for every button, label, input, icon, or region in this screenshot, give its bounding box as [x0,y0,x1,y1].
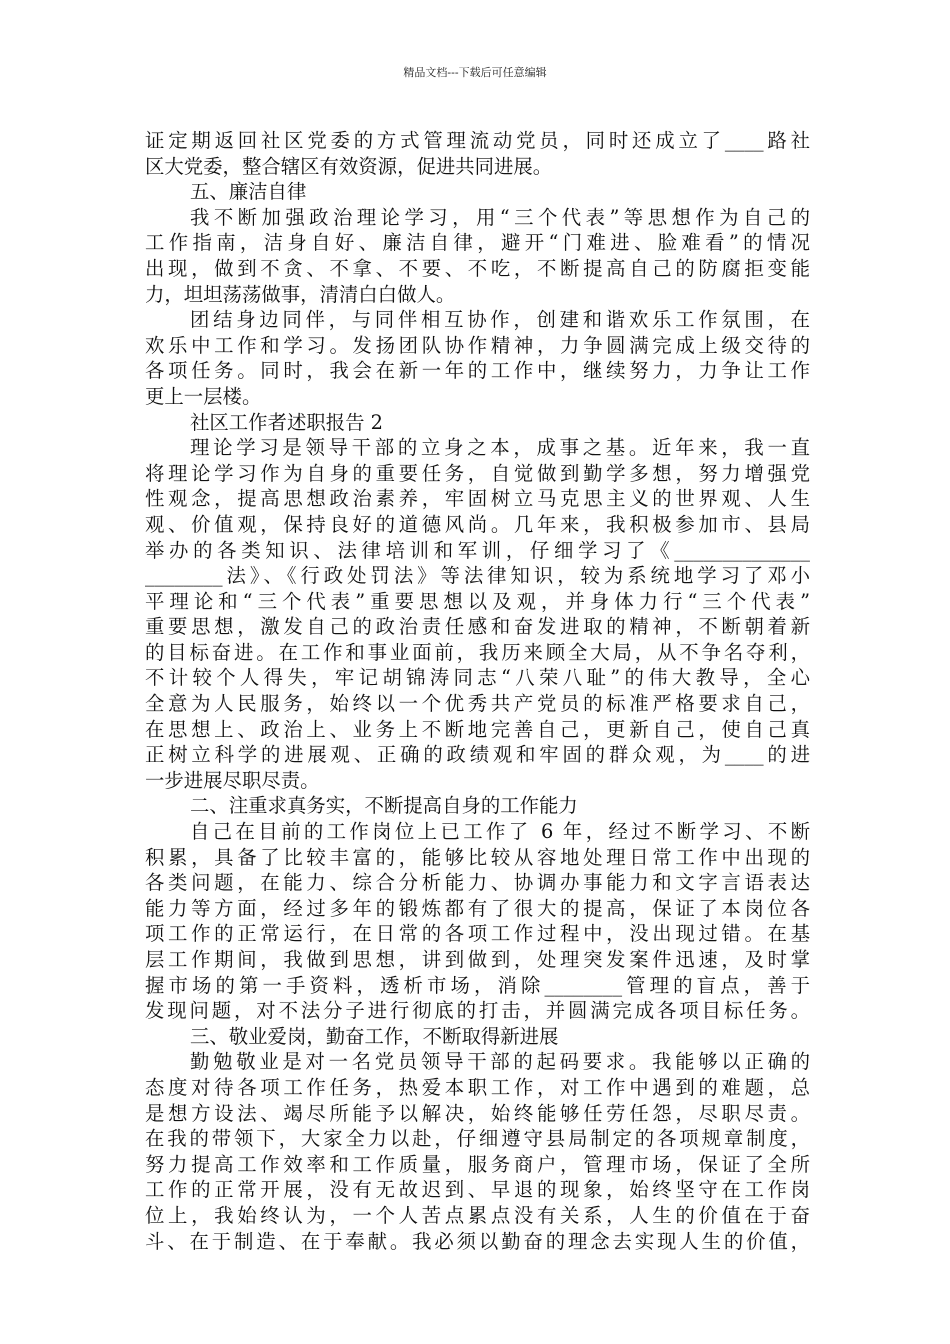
text-line: 更上一层楼。 [145,384,262,408]
text-line: 的目标奋进。在工作和事业面前，我历来顾全大局，从不争名夺利， [145,640,810,664]
text-line: ________法》、《行政处罚法》等法律知识，较为系统地学习了邓小 [145,564,810,588]
text-line: 工作指南，洁身自好、廉洁自律，避开“门难进、脸难看”的情况 [145,231,810,255]
text-line: 社区工作者述职报告 2 [190,410,384,434]
text-line: 举办的各类知识、法律培训和军训，仔细学习了《______________ [145,538,810,562]
text-line: 项工作的正常运行，在日常的各项工作过程中，没出现过错。在基 [145,922,810,946]
text-line: 将理论学习作为自身的重要任务，自觉做到勤学多想，努力增强党 [145,461,810,485]
text-line: 三、敬业爱岗，勤奋工作，不断取得新进展 [190,1024,559,1048]
text-line: 区大党委，整合辖区有效资源，促进共同进展。 [145,154,553,178]
document-body [145,128,810,1254]
text-line: 在思想上、政治上、业务上不断地完善自己，更新自己，使自己真 [145,717,810,741]
text-line: 出现，做到不贪、不拿、不要、不吃，不断提高自己的防腐拒变能 [145,256,810,280]
text-line: 努力提高工作效率和工作质量，服务商户，管理市场，保证了全所 [145,1152,810,1176]
text-line: 正树立科学的进展观、正确的政绩观和牢固的群众观，为____的进 [145,743,810,767]
text-line: 自己在目前的工作岗位上已工作了 6 年，经过不断学习、不断 [190,820,810,844]
text-line: 团结身边同伴，与同伴相互协作，创建和谐欢乐工作氛围，在 [190,308,810,332]
text-line: 是想方设法、竭尽所能予以解决，始终能够任劳任怨，尽职尽责。 [145,1101,810,1125]
text-line: 位上，我始终认为，一个人苦点累点没有关系，人生的价值在于奋 [145,1203,810,1227]
page-header: 精品文档---下载后可任意编辑 [403,66,547,79]
text-line: 平理论和“三个代表”重要思想以及观，并身体力行“三个代表” [145,589,810,613]
text-line: 斗、在于制造、在于奉献。我必须以勤奋的理念去实现人生的价值， [145,1229,810,1253]
text-line: 握市场的第一手资料，透析市场，消除________管理的盲点，善于 [145,973,810,997]
text-line: 在我的带领下，大家全力以赴，仔细遵守县局制定的各项规章制度， [145,1127,810,1151]
text-line: 各项任务。同时，我会在新一年的工作中，继续努力，力争让工作 [145,359,810,383]
text-line: 各类问题，在能力、综合分析能力、协调办事能力和文字言语表达 [145,871,810,895]
text-line: 观、价值观，保持良好的道德风尚。几年来，我积极参加市、县局 [145,512,810,536]
text-line: 积累，具备了比较丰富的，能够比较从容地处理日常工作中出现的 [145,845,810,869]
text-line: 能力等方面，经过多年的锻炼都有了很大的提高，保证了本岗位各 [145,896,810,920]
text-line: 勤勉敬业是对一名党员领导干部的起码要求。我能够以正确的 [190,1050,810,1074]
text-line: 工作的正常开展，没有无故迟到、早退的现象，始终坚守在工作岗 [145,1178,810,1202]
text-line: 性观念，提高思想政治素养，牢固树立马克思主义的世界观、人生 [145,487,810,511]
text-line: 发现问题，对不法分子进行彻底的打击，并圆满完成各项目标任务。 [145,999,810,1023]
text-line: 重要思想，激发自己的政治责任感和奋发进取的精神，不断朝着新 [145,615,810,639]
text-line: 不计较个人得失，牢记胡锦涛同志“八荣八耻”的伟大教导，全心 [145,666,810,690]
text-line: 五、廉洁自律 [190,180,307,204]
text-line: 证定期返回社区党委的方式管理流动党员，同时还成立了____路社 [145,129,810,152]
text-line: 欢乐中工作和学习。发扬团队协作精神，力争圆满完成上级交待的 [145,333,810,357]
text-line: 理论学习是领导干部的立身之本，成事之基。近年来，我一直 [190,436,810,460]
text-line: 全意为人民服务，始终以一个优秀共产党员的标准严格要求自己， [145,692,810,716]
text-line: 二、注重求真务实，不断提高自身的工作能力 [190,794,578,818]
text-line: 力，坦坦荡荡做事，清清白白做人。 [145,282,456,306]
text-line: 层工作期间，我做到思想，讲到做到，处理突发案件迅速，及时掌 [145,948,810,971]
text-line: 一步进展尽职尽责。 [145,768,320,792]
text-line: 我不断加强政治理论学习，用“三个代表”等思想作为自己的 [190,205,810,229]
text-line: 态度对待各项工作任务，热爱本职工作，对工作中遇到的难题，总 [145,1075,810,1099]
